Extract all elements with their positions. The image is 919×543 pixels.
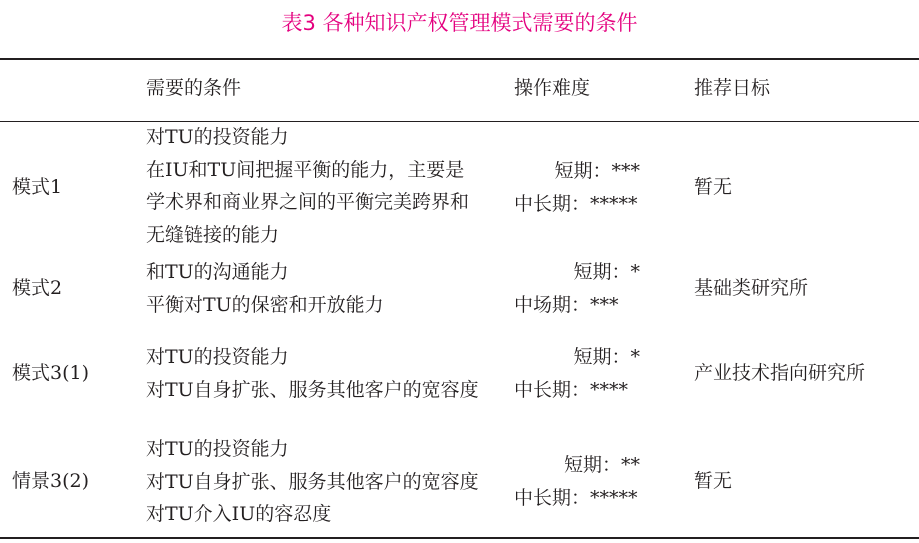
condition-line: 对TU介入IU的容忍度 xyxy=(146,503,332,525)
condition-line: 对TU的投资能力 xyxy=(146,438,289,460)
row-conditions xyxy=(146,121,469,251)
row-target: 产业技术指向研究所 xyxy=(694,362,866,384)
bottom-rule xyxy=(0,537,919,539)
row-difficulty xyxy=(514,341,640,406)
row-label: 模式2 xyxy=(12,277,63,299)
difficulty-long: 中长期：***** xyxy=(514,486,638,509)
row-target: 暂无 xyxy=(694,176,733,198)
row-target: 暂无 xyxy=(694,470,733,492)
difficulty-long: 中场期：*** xyxy=(514,293,619,316)
difficulty-short: 短期：*** xyxy=(554,160,640,182)
condition-line: 学术界和商业界之间的平衡完美跨界和 xyxy=(146,191,470,213)
difficulty-short: 短期：** xyxy=(563,454,640,476)
condition-line: 对TU自身扩张、服务其他客户的宽容度 xyxy=(146,470,479,493)
row-conditions xyxy=(146,256,384,321)
top-rule xyxy=(0,58,919,60)
row-label: 模式1 xyxy=(12,176,63,198)
condition-line: 无缝链接的能力 xyxy=(146,223,280,246)
row-conditions xyxy=(146,433,479,531)
row-label: 模式3(1) xyxy=(12,362,90,384)
table-caption: 表3 各种知识产权管理模式需要的条件 xyxy=(281,11,638,35)
condition-line: 对TU的投资能力 xyxy=(146,126,289,148)
condition-line: 平衡对TU的保密和开放能力 xyxy=(146,293,384,316)
difficulty-long: 中长期：***** xyxy=(514,192,638,215)
row-difficulty xyxy=(514,449,640,514)
condition-line: 在IU和TU间把握平衡的能力，主要是 xyxy=(146,158,465,181)
difficulty-short: 短期：* xyxy=(573,346,640,368)
row-difficulty xyxy=(514,155,640,220)
condition-line: 和TU的沟通能力 xyxy=(146,261,289,283)
row-difficulty xyxy=(514,256,640,321)
difficulty-short: 短期：* xyxy=(573,261,640,283)
header-conditions: 需要的条件 xyxy=(146,77,242,99)
difficulty-long: 中长期：**** xyxy=(514,378,629,401)
condition-line: 对TU自身扩张、服务其他客户的宽容度 xyxy=(146,378,479,401)
row-label: 情景3(2) xyxy=(12,470,90,492)
header-target: 推荐日标 xyxy=(694,77,771,99)
condition-line: 对TU的投资能力 xyxy=(146,346,289,368)
header-difficulty: 操作难度 xyxy=(514,77,591,99)
row-conditions xyxy=(146,341,479,406)
row-target: 基础类研究所 xyxy=(694,277,809,299)
